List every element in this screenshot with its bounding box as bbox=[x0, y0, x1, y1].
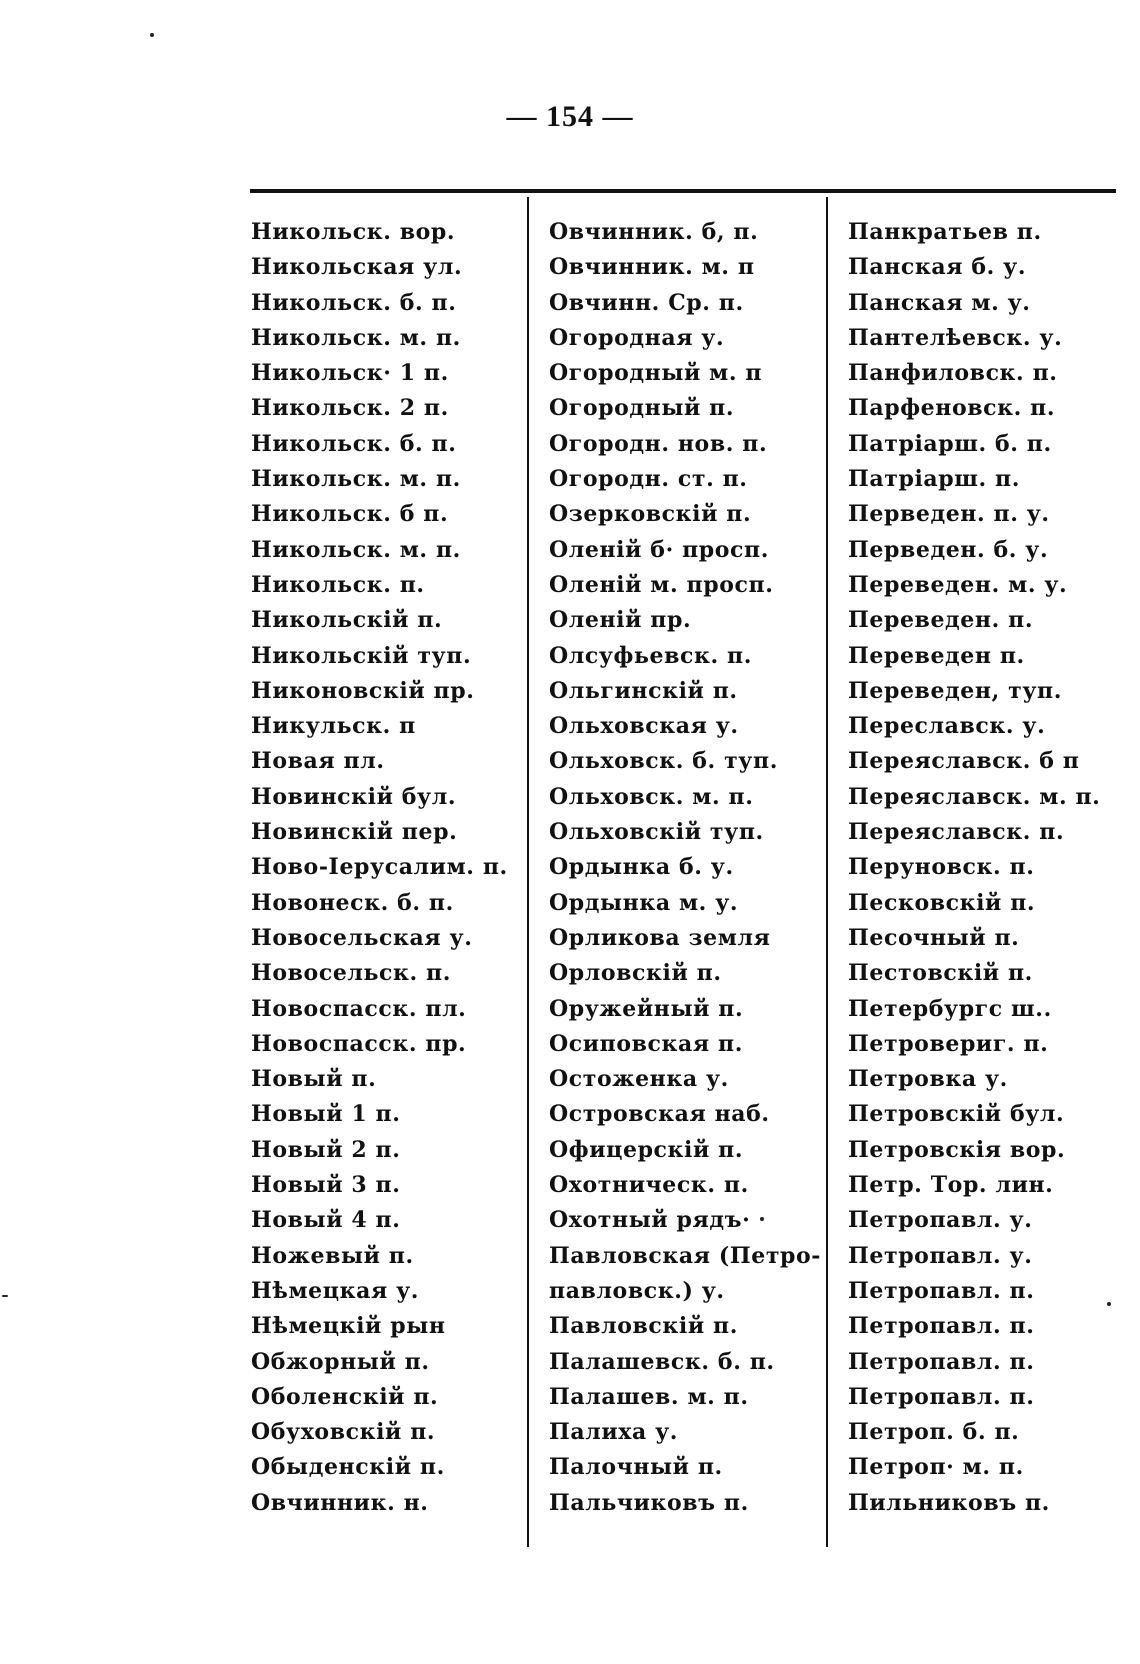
street-entry: Песковскій п. bbox=[848, 889, 1036, 916]
street-entry: Новый 4 п. bbox=[251, 1207, 401, 1234]
street-entry: Петропавл. п. bbox=[848, 1383, 1035, 1410]
street-entry: Перведен. б. у. bbox=[848, 536, 1049, 563]
street-entry: Никольск. б п. bbox=[251, 501, 449, 528]
street-entry: Ольховская у. bbox=[549, 713, 739, 740]
street-entry: Никольск· 1 п. bbox=[251, 360, 449, 387]
street-entry: Овчинник. м. п bbox=[549, 254, 755, 281]
street-entry: Петр. Тор. лин. bbox=[848, 1172, 1054, 1199]
street-entry: Ольховск. м. п. bbox=[549, 783, 754, 810]
street-entry: Никольск. п. bbox=[251, 571, 425, 598]
street-entry: Орловскій п. bbox=[549, 960, 722, 987]
header-rule bbox=[250, 189, 1116, 193]
street-entry: Оболенскій п. bbox=[251, 1383, 439, 1410]
street-entry: Оленій б· просп. bbox=[549, 536, 770, 563]
street-entry: Ножевый п. bbox=[251, 1242, 414, 1269]
street-entry: Панкратьев п. bbox=[848, 219, 1042, 245]
street-entry: Петербургс ш.. bbox=[848, 995, 1052, 1022]
street-entry: Оленій пр. bbox=[549, 607, 692, 634]
street-entry: Никольскій п. bbox=[251, 607, 443, 634]
street-entry: Оленій м. просп. bbox=[549, 571, 774, 598]
street-entry: Нѣмецкая у. bbox=[251, 1277, 420, 1304]
street-entry: Офицерскій п. bbox=[549, 1136, 744, 1163]
street-entry: Ольховскій туп. bbox=[549, 819, 764, 846]
street-entry: Никольск. м. п. bbox=[251, 324, 461, 351]
street-entry: Новоспасск. пл. bbox=[251, 995, 467, 1022]
street-entry: Новонеск. б. п. bbox=[251, 889, 454, 916]
street-entry: Новосельская у. bbox=[251, 924, 473, 951]
street-entry: Ордынка м. у. bbox=[549, 889, 739, 916]
street-entry: Переяславск. б п bbox=[848, 748, 1080, 775]
street-entry: Павловскій п. bbox=[549, 1313, 738, 1340]
street-entry: Ново-Іерусалим. п. bbox=[251, 854, 508, 881]
street-entry: Пильниковъ п. bbox=[848, 1489, 1050, 1516]
street-entry: Петропавл. п. bbox=[848, 1348, 1035, 1375]
street-entry: Новый 2 п. bbox=[251, 1136, 401, 1163]
street-entry: Огородн. ст. п. bbox=[549, 466, 748, 493]
street-entry: Обжорный п. bbox=[251, 1348, 430, 1375]
street-entry: Олсуфьевск. п. bbox=[549, 642, 752, 669]
street-entry: Перуновск. п. bbox=[848, 854, 1035, 881]
street-entry: Оружейный п. bbox=[549, 995, 744, 1022]
street-entry: Огородная у. bbox=[549, 324, 725, 351]
street-entry: Огородный м. п bbox=[549, 360, 763, 387]
column-divider bbox=[527, 197, 529, 1547]
street-entry: Никольскій туп. bbox=[251, 642, 472, 669]
street-entry: Перведен. п. у. bbox=[848, 501, 1050, 528]
street-entry: Новинскій бул. bbox=[251, 783, 457, 810]
street-entry: Переведен. п. bbox=[848, 607, 1034, 634]
street-entry: Палочный п. bbox=[549, 1454, 723, 1481]
street-entry: Петровериг. п. bbox=[848, 1030, 1049, 1057]
street-entry: Осиповская п. bbox=[549, 1030, 743, 1057]
street-entry: павловск.) у. bbox=[549, 1277, 725, 1304]
street-entry: Пальчиковъ п. bbox=[549, 1489, 749, 1516]
street-entry: Петроп. б. п. bbox=[848, 1419, 1020, 1446]
street-entry: Петровскій бул. bbox=[848, 1101, 1065, 1128]
street-column-1 bbox=[251, 215, 521, 1521]
street-entry: Павловская (Петро- bbox=[549, 1242, 822, 1269]
street-entry: Новосельск. п. bbox=[251, 960, 452, 987]
scan-speck bbox=[1107, 1302, 1111, 1306]
street-column-3 bbox=[848, 215, 1138, 1521]
street-entry: Никольск. б. п. bbox=[251, 289, 457, 316]
street-entry: Новинскій пер. bbox=[251, 819, 458, 846]
street-entry: Огородный п. bbox=[549, 395, 735, 422]
street-entry: Петропавл. п. bbox=[848, 1313, 1035, 1340]
page-number: — 154 — bbox=[506, 100, 634, 133]
street-entry: Новая пл. bbox=[251, 748, 385, 775]
street-entry: Палиха у. bbox=[549, 1419, 679, 1446]
street-entry: Никольская ул. bbox=[251, 254, 463, 281]
street-entry: Панфиловск. п. bbox=[848, 360, 1058, 387]
street-entry: Овчинник. н. bbox=[251, 1489, 429, 1516]
street-entry: Орликова земля bbox=[549, 924, 771, 951]
street-entry: Панская б. у. bbox=[848, 254, 1027, 281]
street-entry: Овчинн. Ср. п. bbox=[549, 289, 744, 316]
street-entry: Никольск. вор. bbox=[251, 219, 456, 245]
street-entry: Никольск. м. п. bbox=[251, 536, 461, 563]
street-entry: Новоспасск. пр. bbox=[251, 1030, 467, 1057]
scan-speck bbox=[760, 1217, 764, 1221]
street-entry: Пантелѣевск. у. bbox=[848, 324, 1063, 351]
street-entry: Переведен п. bbox=[848, 642, 1025, 669]
street-entry: Петропавл. п. bbox=[848, 1277, 1035, 1304]
street-entry: Охотный рядъ· bbox=[549, 1207, 751, 1234]
street-entry: Палашев. м. п. bbox=[549, 1383, 749, 1410]
street-entry: Петровка у. bbox=[848, 1066, 1008, 1093]
street-entry: Переведен, туп. bbox=[848, 677, 1062, 704]
street-entry: Обыденскій п. bbox=[251, 1454, 445, 1481]
street-entry: Ордынка б. у. bbox=[549, 854, 734, 881]
street-entry: Патріарш. б. п. bbox=[848, 430, 1052, 457]
street-entry: Петровскія вор. bbox=[848, 1136, 1066, 1163]
street-entry: Пестовскій п. bbox=[848, 960, 1033, 987]
street-entry: Новый 3 п. bbox=[251, 1172, 401, 1199]
street-entry: Овчинник. б, п. bbox=[549, 219, 759, 245]
street-entry: Никольск. 2 п. bbox=[251, 395, 449, 422]
street-entry: Новый 1 п. bbox=[251, 1101, 401, 1128]
street-entry: Петроп· м. п. bbox=[848, 1454, 1024, 1481]
street-entry: Новый п. bbox=[251, 1066, 377, 1093]
street-entry: Панская м. у. bbox=[848, 289, 1031, 316]
street-entry: Петропавл. у. bbox=[848, 1242, 1033, 1269]
street-entry: Огородн. нов. п. bbox=[549, 430, 768, 457]
street-entry: Песочный п. bbox=[848, 924, 1020, 951]
street-entry: Переяславск. п. bbox=[848, 819, 1065, 846]
scan-speck bbox=[2, 1295, 8, 1297]
street-entry: Остоженка у. bbox=[549, 1066, 729, 1093]
street-entry: Никольск. б. п. bbox=[251, 430, 457, 457]
street-entry: Парфеновск. п. bbox=[848, 395, 1056, 422]
street-entry: Никоновскій пр. bbox=[251, 677, 475, 704]
street-entry: Патріарш. п. bbox=[848, 466, 1020, 493]
street-column-2 bbox=[549, 215, 829, 1521]
street-entry: Нѣмецкій рын bbox=[251, 1313, 446, 1340]
street-entry: Обуховскій п. bbox=[251, 1419, 436, 1446]
scan-speck bbox=[150, 33, 154, 37]
street-entry: Островская наб. bbox=[549, 1101, 770, 1128]
street-entry: Петропавл. у. bbox=[848, 1207, 1033, 1234]
street-entry: Озерковскій п. bbox=[549, 501, 752, 528]
street-entry: Палашевск. б. п. bbox=[549, 1348, 775, 1375]
street-entry: Переславск. у. bbox=[848, 713, 1046, 740]
street-entry: Переяславск. м. п. bbox=[848, 783, 1101, 810]
street-entry: Переведен. м. у. bbox=[848, 571, 1068, 598]
street-entry: Ольгинскій п. bbox=[549, 677, 738, 704]
street-entry: Охотническ. п. bbox=[549, 1172, 749, 1199]
street-entry: Никульск. п bbox=[251, 713, 416, 740]
street-entry: Никольск. м. п. bbox=[251, 466, 461, 493]
street-entry: Ольховск. б. туп. bbox=[549, 748, 778, 775]
